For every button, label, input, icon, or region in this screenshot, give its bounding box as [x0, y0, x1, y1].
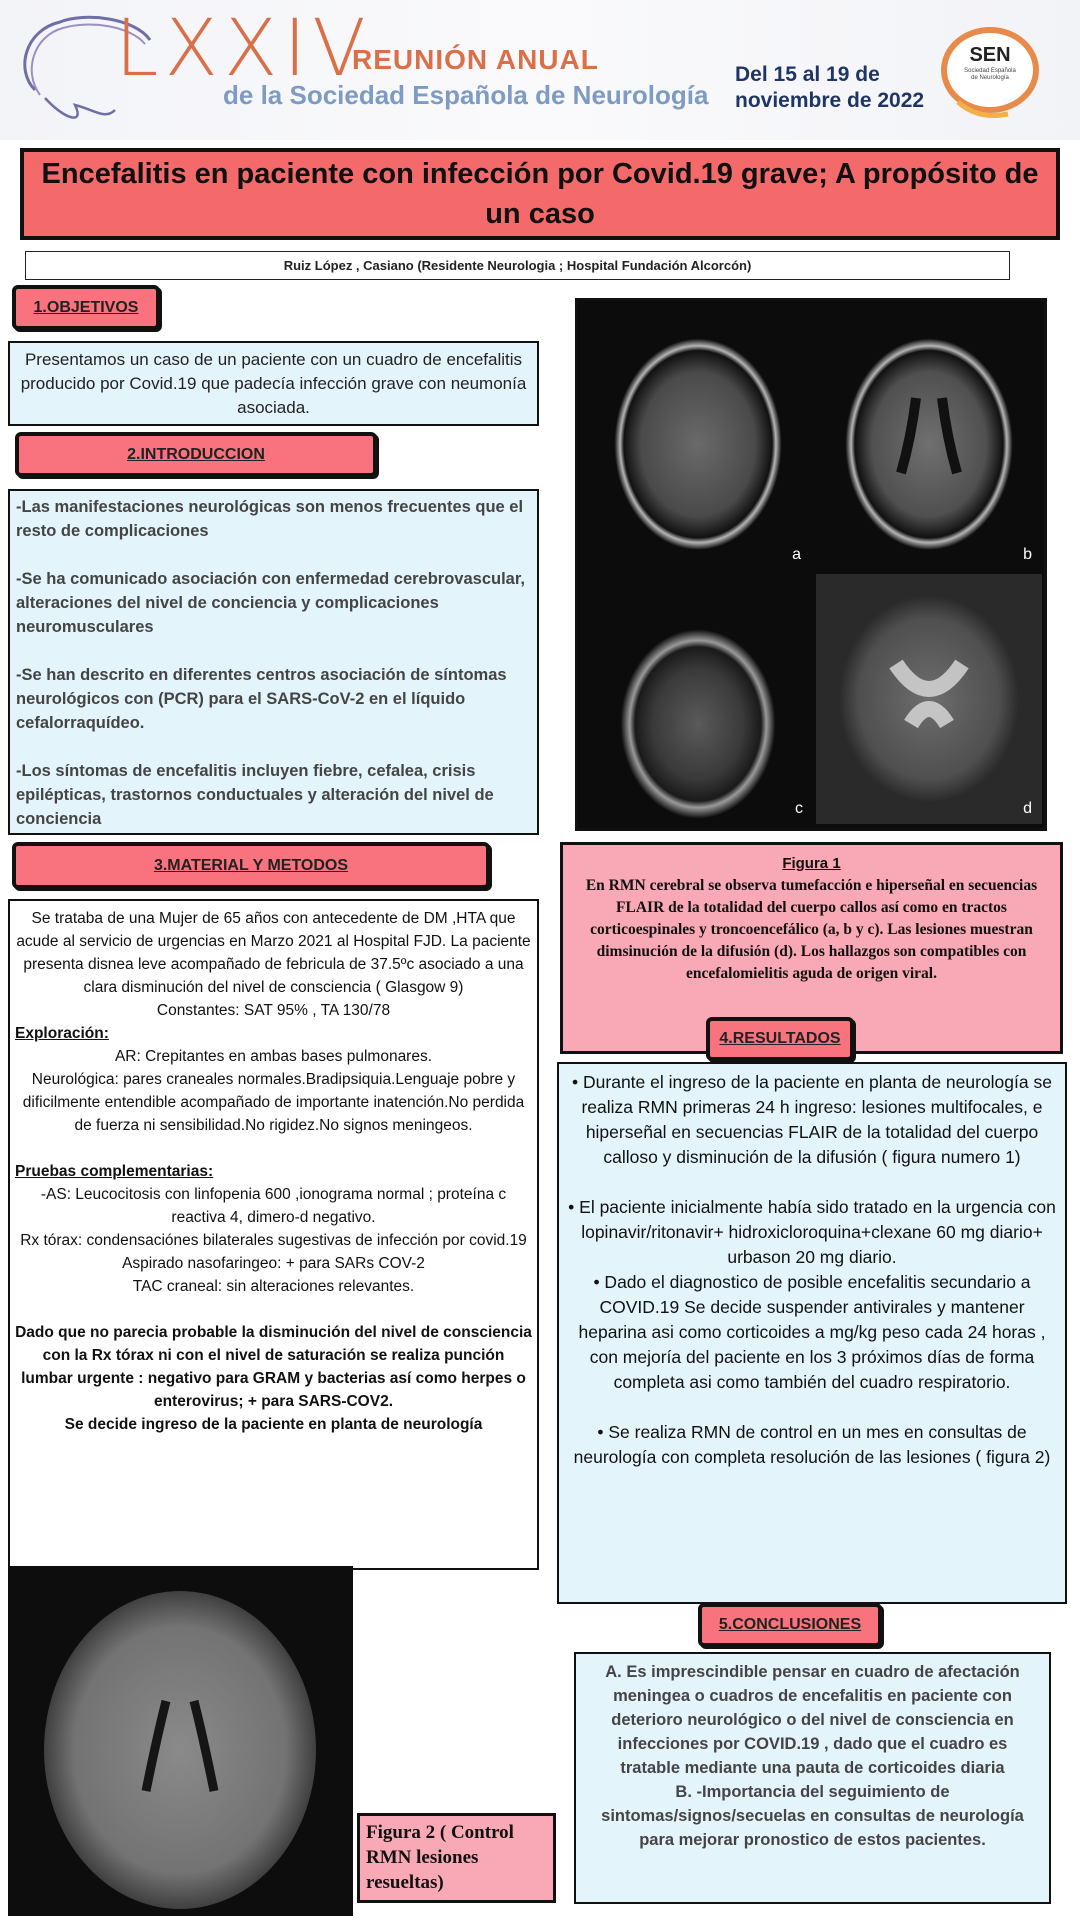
mri-scan-a: a [585, 308, 811, 570]
intro-item: -Se han descrito en diferentes centros asociación de síntomas neurológicos con (PCR) para el SARS-CoV-2 en el líquido cefalorraquídeo. [16, 666, 507, 732]
control-ventricles [44, 1591, 316, 1909]
author-line: Ruiz López , Casiano (Residente Neurologia ; Hospital Fundación Alcorcón) [25, 251, 1010, 280]
mri-scan-b: b [816, 308, 1042, 570]
intro-item: -Las manifestaciones neurológicas son menos frecuentes que el resto de complicaciones [16, 498, 524, 540]
metodos-conclusion: Dado que no parecia probable la disminución del nivel de consciencia con la Rx tórax ni con el nivel de saturación se realiza punción lumbar urgente : negativo para GRAM y bacterias así como herpes o enterovirus; + para SARS-COV2. [15, 1324, 532, 1410]
diffusion-hyperintensity [816, 574, 1042, 824]
pruebas-tac: TAC craneal: sin alteraciones relevantes. [132, 1278, 415, 1295]
figure1-caption-title: Figura 1 [782, 855, 841, 872]
introduccion-box [8, 489, 539, 835]
resultados-box [557, 1062, 1067, 1604]
pruebas-as: -AS: Leucocitosis con linfopenia 600 ,ionograma normal ; proteína c reactiva 4, dimero-d negativo. [40, 1186, 507, 1226]
metodos-heading: 3.MATERIAL Y METODOS [12, 842, 490, 889]
resultado-item: • Durante el ingreso de la paciente en planta de neurología se realiza RMN primeras 24 h ingreso: lesiones multifocales, e hiperseñal en secuencias FLAIR de la totalidad del cuerpo calloso y disminución de la difusión ( figura numero 1) [572, 1072, 1052, 1167]
objetivos-heading: 1.OBJETIVOS [12, 285, 160, 330]
conclusion-a: A. Es imprescindible pensar en cuadro de afectación meningea o cuadros de encefalitis en paciente con deterioro neurológico o del nivel de consciencia en infecciones por COVID.19 , dado que el cuadro es tratable mediante una pauta de corticoides diaria [605, 1663, 1020, 1777]
conclusiones-heading: 5.CONCLUSIONES [698, 1603, 882, 1647]
metodos-constantes: Constantes: SAT 95% , TA 130/78 [156, 1002, 391, 1019]
event-dates: Del 15 al 19 de noviembre de 2022 [735, 63, 925, 112]
event-header [0, 0, 1080, 140]
sen-logo: SEN Sociedad Española de Neurología [938, 22, 1046, 122]
figure1-caption-text: En RMN cerebral se observa tumefacción e hiperseñal en secuencias FLAIR de la totalidad del cuerpo callos así como en tractos corticoespinales y troncoencefálico (a, b y c). Las lesiones muestran dimsinución de la difusión (d). Los hallazgos son compatibles con encefalomielitis aguda de origen viral. [585, 877, 1038, 982]
metodos-intro: Se trataba de una Mujer de 65 años con antecedente de DM ,HTA que acude al servicio de urgencias en Marzo 2021 al Hospital FJD. La paciente presenta disnea leve acompañado de febricula de 37.5ºc asociado a una clara disminución del nivel de consciencia ( Glasgow 9) [16, 910, 531, 996]
introduccion-heading: 2.INTRODUCCION [15, 432, 377, 477]
pruebas-label: Pruebas complementarias: [15, 1163, 214, 1180]
mri-scan-d: d [816, 574, 1042, 824]
ventricle-shape [816, 308, 1042, 570]
figure1-mri-grid [575, 298, 1047, 831]
intro-item: -Se ha comunicado asociación con enfermedad cerebrovascular, alteraciones del nivel de conciencia y complicaciones neuromusculares [16, 570, 525, 636]
resultado-item: • Se realiza RMN de control en un mes en consultas de neurología con completa resolución de las lesiones ( figura 2) [573, 1422, 1051, 1467]
resultados-heading: 4.RESULTADOS [706, 1017, 854, 1061]
objetivos-box [8, 341, 539, 426]
figure2-mri [8, 1566, 353, 1916]
metodos-box [8, 899, 539, 1570]
event-name: REUNIÓN ANUAL [352, 44, 599, 75]
exploracion-ar: AR: Crepitantes en ambas bases pulmonares. [114, 1048, 433, 1065]
resultado-item: • Dado el diagnostico de posible encefalitis secundario a COVID.19 Se decide suspender antivirales y mantener heparina asi como corticoides a mg/kg peso cada 24 horas , con mejoría del paciente en los 3 próximos días de forma completa asi como también del cuadro respiratorio. [578, 1272, 1046, 1392]
conclusion-b: B. -Importancia del seguimiento de sintomas/signos/secuelas en consultas de neurología para mejorar pronostico de estos pacientes. [601, 1783, 1024, 1849]
pruebas-rx: Rx tórax: condensaciónes bilaterales sugestivas de infección por covid.19 [20, 1232, 527, 1249]
mri-scan-c: c [585, 574, 811, 824]
resultado-item: • El paciente inicialmente había sido tratado en la urgencia con lopinavir/ritonavir+ hidroxicloroquina+clexane 60 mg diario+ urbason 20 mg diario. [568, 1197, 1056, 1267]
exploracion-label: Exploración: [15, 1025, 109, 1042]
edition-number: LXXIV [115, 4, 372, 94]
conclusiones-box [574, 1652, 1051, 1904]
poster-title: Encefalitis en paciente con infección por Covid.19 grave; A propósito de un caso [20, 148, 1060, 240]
figure2-caption: Figura 2 ( Control RMN lesiones resueltas) [357, 1813, 556, 1903]
objetivos-text: Presentamos un caso de un paciente con un cuadro de encefalitis producido por Covid.19 que padecía infección grave con neumonía asociada. [20, 350, 527, 417]
intro-item: -Los síntomas de encefalitis incluyen fiebre, cefalea, crisis epilépticas, trastornos conductuales y alteración del nivel de conciencia [16, 762, 494, 828]
control-brain-scan [44, 1591, 316, 1909]
society-name: de la Sociedad Española de Neurología [223, 80, 709, 110]
exploracion-neuro: Neurológica: pares craneales normales.Bradipsiquia.Lenguaje pobre y dificilmente entendible acompañado de importante inatención.No perdida de fuerza ni sensibilidad.No rigidez.No signos meningeos. [22, 1071, 525, 1134]
metodos-ingreso: Se decide ingreso de la paciente en planta de neurología [64, 1416, 483, 1433]
pruebas-aspirado: Aspirado nasofaringeo: + para SARs COV-2 [122, 1255, 425, 1272]
